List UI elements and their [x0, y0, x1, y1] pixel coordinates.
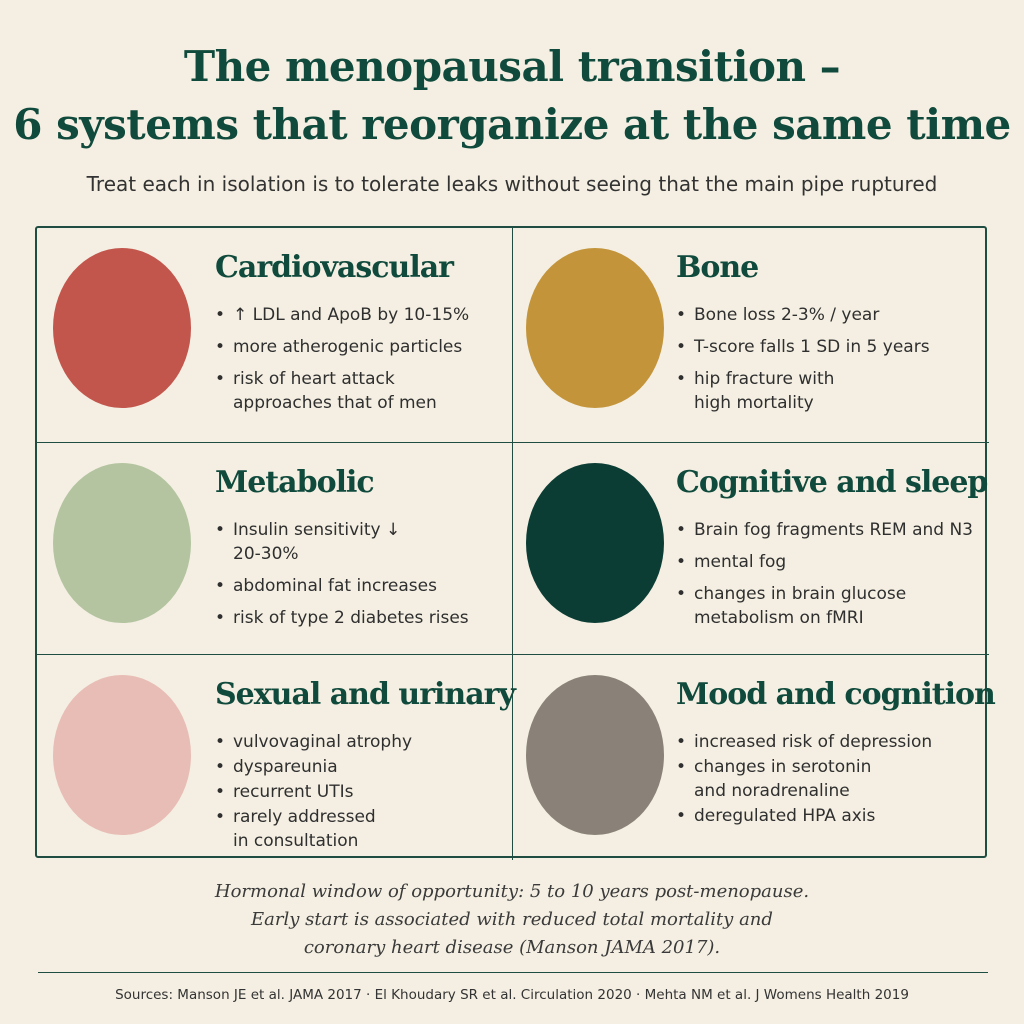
panel-title: Cardiovascular [215, 250, 453, 285]
panel-title: Cognitive and sleep [676, 465, 988, 500]
bullet-item: • mental fog [676, 550, 973, 574]
panel-mood-cognition [513, 655, 995, 860]
bullet-item: • risk of type 2 diabetes rises [215, 606, 469, 630]
panel-sexual-urinary [37, 655, 513, 860]
bullet-item: • vulvovaginal atrophy [215, 730, 412, 754]
bone-circle-icon [526, 248, 664, 408]
panel-title: Bone [676, 250, 759, 285]
panel-title: Metabolic [215, 465, 374, 500]
divider [38, 972, 988, 973]
bullet-item: • ↑ LDL and ApoB by 10-15% [215, 303, 469, 327]
footnote [0, 878, 1024, 962]
title-line-2: 6 systems that reorganize at the same time [13, 100, 1011, 149]
bullet-list [215, 730, 412, 854]
footnote-line: Early start is associated with reduced total mortality and [251, 909, 773, 930]
footnote-line: coronary heart disease (Manson JAMA 2017). [303, 937, 721, 958]
footnote-line: Hormonal window of opportunity: 5 to 10 years post-menopause. [214, 881, 810, 902]
panel-bone [513, 228, 989, 443]
systems-grid [35, 226, 995, 858]
bullet-item: • Insulin sensitivity ↓ 20-30% [215, 518, 469, 566]
bullet-item: • risk of heart attack approaches that of men [215, 367, 469, 415]
panel-title: Mood and cognition [676, 677, 995, 712]
cognitive-sleep-circle-icon [526, 463, 664, 623]
bullet-item: • dyspareunia [215, 755, 412, 779]
panel-cognitive-sleep [513, 443, 989, 655]
bullet-item: • increased risk of depression [676, 730, 932, 754]
bullet-list [676, 730, 932, 829]
panel-cardiovascular [37, 228, 513, 443]
sources-line: Sources: Manson JE et al. JAMA 2017 · El Khoudary SR et al. Circulation 2020 · Mehta NM et al. J Womens Health 2019 [115, 987, 909, 1003]
panel-title: Sexual and urinary [215, 677, 515, 712]
bullet-item: • Brain fog fragments REM and N3 [676, 518, 973, 542]
bullet-item: • recurrent UTIs [215, 780, 412, 804]
mood-cognition-circle-icon [526, 675, 664, 835]
bullet-item: • T-score falls 1 SD in 5 years [676, 335, 930, 359]
bullet-list [676, 303, 930, 423]
metabolic-circle-icon [53, 463, 191, 623]
bullet-item: • abdominal fat increases [215, 574, 469, 598]
page-title [0, 38, 1024, 154]
bullet-list [215, 518, 469, 638]
bullet-item: • changes in serotonin and noradrenaline [676, 755, 932, 803]
bullet-list [215, 303, 469, 423]
bullet-item: • Bone loss 2-3% / year [676, 303, 930, 327]
cardiovascular-circle-icon [53, 248, 191, 408]
bullet-list [676, 518, 973, 638]
page-subtitle: Treat each in isolation is to tolerate leaks without seeing that the main pipe ruptured [86, 172, 938, 196]
title-line-1: The menopausal transition – [183, 42, 841, 91]
bullet-item: • more atherogenic particles [215, 335, 469, 359]
bullet-item: • deregulated HPA axis [676, 804, 932, 828]
bullet-item: • rarely addressed in consultation [215, 805, 412, 853]
bullet-item: • changes in brain glucose metabolism on fMRI [676, 582, 973, 630]
bullet-item: • hip fracture with high mortality [676, 367, 930, 415]
sexual-urinary-circle-icon [53, 675, 191, 835]
panel-metabolic [37, 443, 513, 655]
